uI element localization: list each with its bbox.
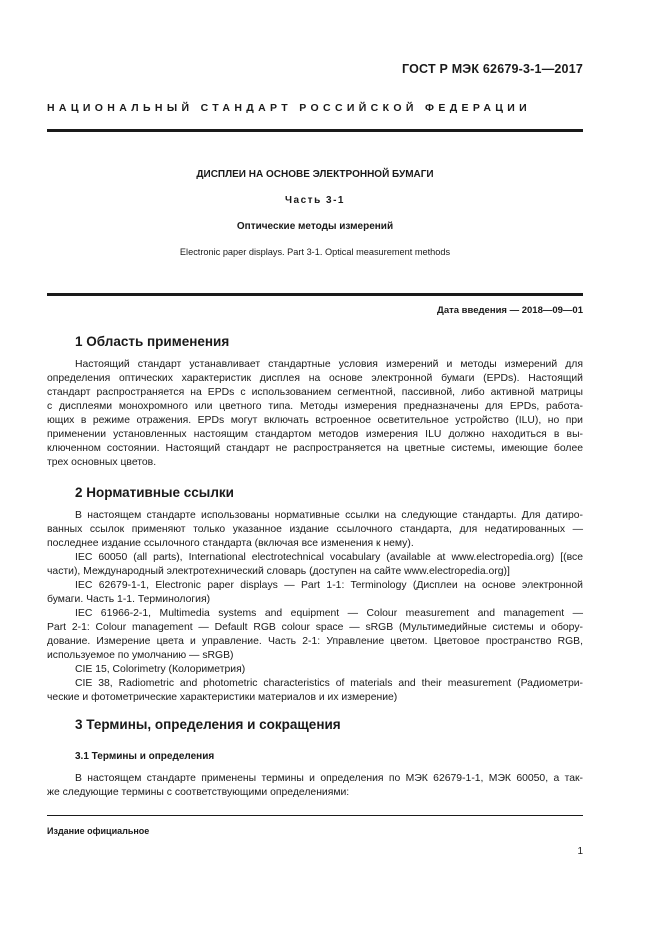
section-2-heading: 2 Нормативные ссылки: [75, 485, 234, 500]
text-line: применении установленных настоящим стандартом методов измерения ILU должно находиться в вы-: [47, 429, 583, 440]
text-line: стандарт распространяется на EPDs с использованием сегментной, пассивной, либо активной матрицы: [47, 387, 583, 398]
official-edition-label: Издание официальное: [47, 826, 150, 836]
introduction-date: Дата введения — 2018—09—01: [437, 305, 583, 316]
text-line: IEC 61966-2-1, Multimedia systems and equipment — Colour measurement and management —: [75, 608, 583, 619]
text-line: IEC 60050 (all parts), International electrotechnical vocabulary (available at www.electropedia.org) [(все: [75, 552, 583, 563]
national-standard-title: НАЦИОНАЛЬНЫЙ СТАНДАРТ РОССИЙСКОЙ ФЕДЕРАЦИИ: [47, 102, 532, 114]
text-line: ванных ссылок применяют только указанное издание ссылочного стандарта, для недатированных —: [47, 524, 583, 535]
text-line: В настоящем стандарте использованы нормативные ссылки на следующие стандарты. Для датиро-: [75, 510, 583, 521]
section-3-heading: 3 Термины, определения и сокращения: [75, 717, 341, 732]
section-1-heading: 1 Область применения: [75, 334, 230, 349]
text-line: же следующие термины с соответствующими определениями:: [47, 787, 350, 798]
english-title: Electronic paper displays. Part 3-1. Optical measurement methods: [179, 247, 451, 257]
text-line: Part 2-1: Colour management — Default RGB colour space — sRGB (Мультимедийные системы и обору-: [47, 622, 583, 633]
reference-cie-38: [47, 677, 583, 705]
reference-iec-60050: [47, 551, 583, 579]
text-line: определения оптических характеристик дисплея на основе электронной бумаги (EPDs). Настоящий: [47, 373, 583, 384]
subsection-3-1-heading: 3.1 Термины и определения: [75, 751, 215, 762]
section-1-paragraph: [47, 358, 583, 470]
document-subtitle: Оптические методы измерений: [236, 221, 394, 232]
text-line: бумаги. Часть 1-1. Терминология): [47, 594, 211, 605]
reference-cie-15: [47, 663, 583, 677]
page-number: 1: [577, 846, 583, 857]
header-rule: [47, 129, 583, 132]
text-line: ключенном состоянии. Настоящий стандарт не распространяется на цветные системы, имеющие более: [47, 443, 583, 454]
section-3-paragraph: [47, 772, 583, 800]
reference-iec-61966-2-1: [47, 607, 583, 663]
text-line: CIE 15, Colorimetry (Колориметрия): [75, 664, 246, 675]
text-line: CIE 38, Radiometric and photometric characteristics of materials and their measurement (Радиометри-: [75, 678, 583, 689]
text-line: с дисплеями монохромного или цветного типа. Методы измерения предназначены для EPDs, работа-: [47, 401, 583, 412]
reference-iec-62679-1-1: [47, 579, 583, 607]
document-part: Часть 3-1: [285, 195, 345, 206]
text-line: В настоящем стандарте применены термины и определения по МЭК 62679-1-1, МЭК 60050, а так-: [75, 773, 583, 784]
footer-rule: [47, 815, 583, 816]
text-line: Настоящий стандарт устанавливает стандартные условия измерений и методы измерений для: [75, 359, 583, 370]
text-line: используемое по умолчанию — sRGB): [47, 650, 234, 661]
text-line: ческие и фотометрические характеристики материалов и их измерение): [47, 692, 398, 703]
section-2-intro-paragraph: [47, 509, 583, 551]
title-rule: [47, 293, 583, 296]
text-line: дование. Измерение цвета и управление. Часть 2-1: Управление цветом. Цветовое пространство RGB,: [47, 636, 583, 647]
gost-number: ГОСТ Р МЭК 62679-3-1—2017: [402, 62, 583, 76]
text-line: трех основных цветов.: [47, 457, 157, 468]
text-line: последнее издание ссылочного стандарта (включая все изменения к нему).: [47, 538, 414, 549]
text-line: части), Международный электротехнический словарь (доступен на сайте www.electropedia.org)]: [47, 566, 510, 577]
text-line: ющих в режиме отражения. EPDs могут включать встроенное осветительное устройство (ILU), но при: [47, 415, 583, 426]
text-line: IEC 62679-1-1, Electronic paper displays — Part 1-1: Terminology (Дисплеи на основе электронной: [75, 580, 583, 591]
document-title: ДИСПЛЕИ НА ОСНОВЕ ЭЛЕКТРОННОЙ БУМАГИ: [196, 169, 434, 180]
